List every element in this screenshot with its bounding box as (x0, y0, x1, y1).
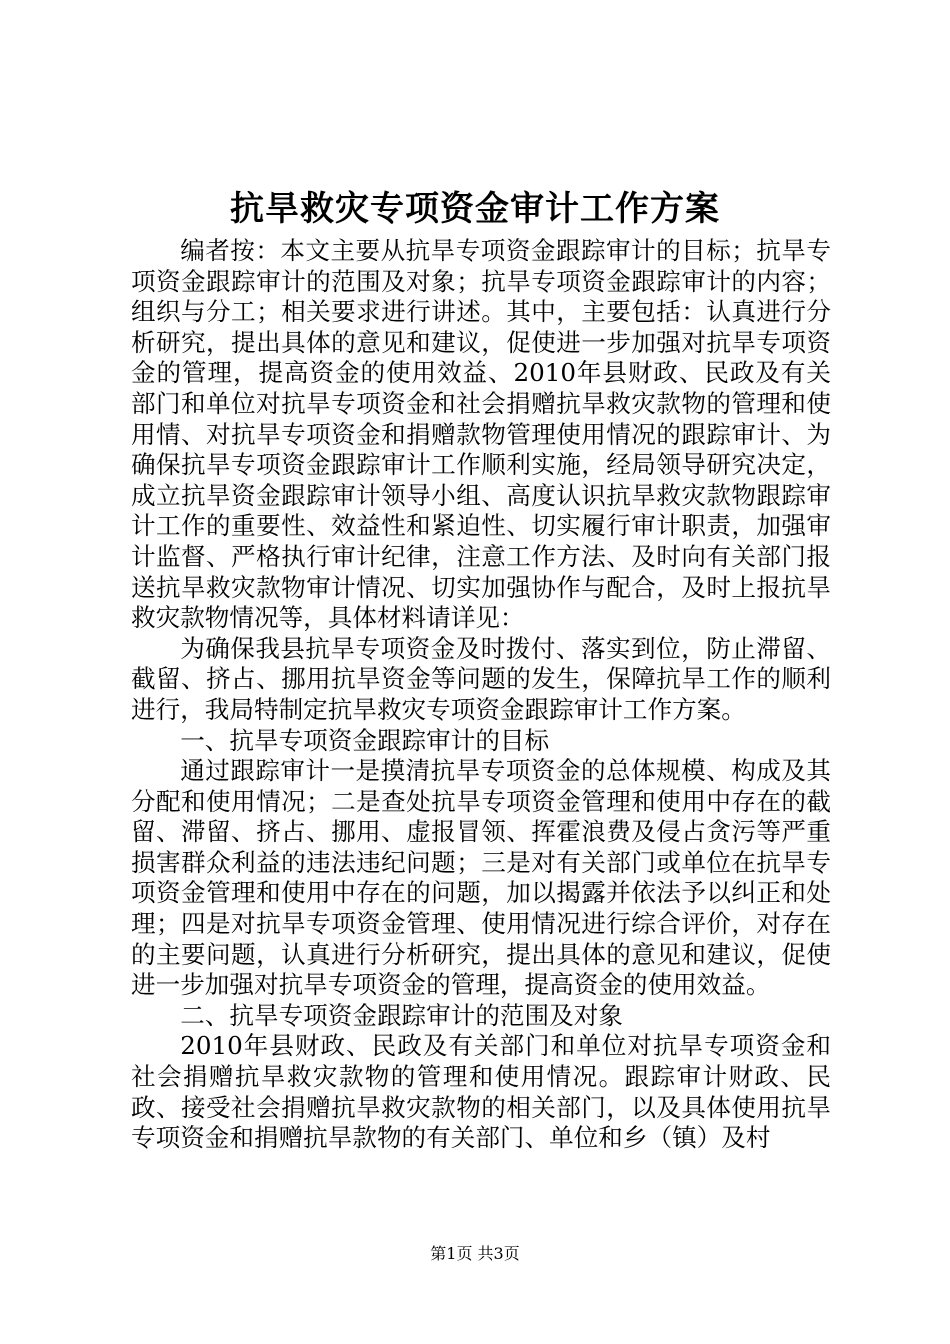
section-heading-2: 二、抗旱专项资金跟踪审计的范围及对象 (180, 1000, 623, 1030)
paragraph-scope: 2010年县财政、民政及有关部门和单位对抗旱专项资金和社会捐赠抗旱救灾款物的管理和使用情况。跟踪审计财政、民政、接受社会捐赠抗旱救灾款物的相关部门，以及具体使用抗旱专项资金和捐赠抗旱款物的有关部门、单位和乡（镇）及村 (131, 1031, 831, 1153)
paragraph-intro: 为确保我县抗旱专项资金及时拨付、落实到位，防止滞留、截留、挤占、挪用抗旱资金等问题的发生，保障抗旱工作的顺利进行，我局特制定抗旱救灾专项资金跟踪审计工作方案。 (131, 633, 831, 724)
paragraph-objectives: 通过跟踪审计一是摸清抗旱专项资金的总体规模、构成及其分配和使用情况；二是查处抗旱专项资金管理和使用中存在的截留、滞留、挤占、挪用、虚报冒领、挥霍浪费及侵占贪污等严重损害群众利益的违法违纪问题；三是对有关部门或单位在抗旱专项资金管理和使用中存在的问题，加以揭露并依法予以纠正和处理；四是对抗旱专项资金管理、使用情况进行综合评价，对存在的主要问题，认真进行分析研究，提出具体的意见和建议，促使进一步加强对抗旱专项资金的管理，提高资金的使用效益。 (131, 756, 831, 1000)
paragraph-editor-note: 编者按：本文主要从抗旱专项资金跟踪审计的目标；抗旱专项资金跟踪审计的范围及对象；抗旱专项资金跟踪审计的内容；组织与分工；相关要求进行讲述。其中，主要包括：认真进行分析研究，提出具体的意见和建议，促使进一步加强对抗旱专项资金的管理，提高资金的使用效益、2010年县财政、民政及有关部门和单位对抗旱专项资金和社会捐赠抗旱救灾款物的管理和使用情、对抗旱专项资金和捐赠款物管理使用情况的跟踪审计、为确保抗旱专项资金跟踪审计工作顺利实施，经局领导研究决定，成立抗旱资金跟踪审计领导小组、高度认识抗旱救灾款物跟踪审计工作的重要性、效益性和紧迫性、切实履行审计职责，加强审计监督、严格执行审计纪律，注意工作方法、及时向有关部门报送抗旱救灾款物审计情况、切实加强协作与配合，及时上报抗旱救灾款物情况等，具体材料请详见： (131, 236, 831, 633)
document-title: 抗旱救灾专项资金审计工作方案 (230, 189, 720, 229)
section-heading-1: 一、抗旱专项资金跟踪审计的目标 (180, 725, 550, 755)
document-body (131, 236, 831, 1154)
page-footer: 第1页 共3页 (430, 1244, 520, 1263)
